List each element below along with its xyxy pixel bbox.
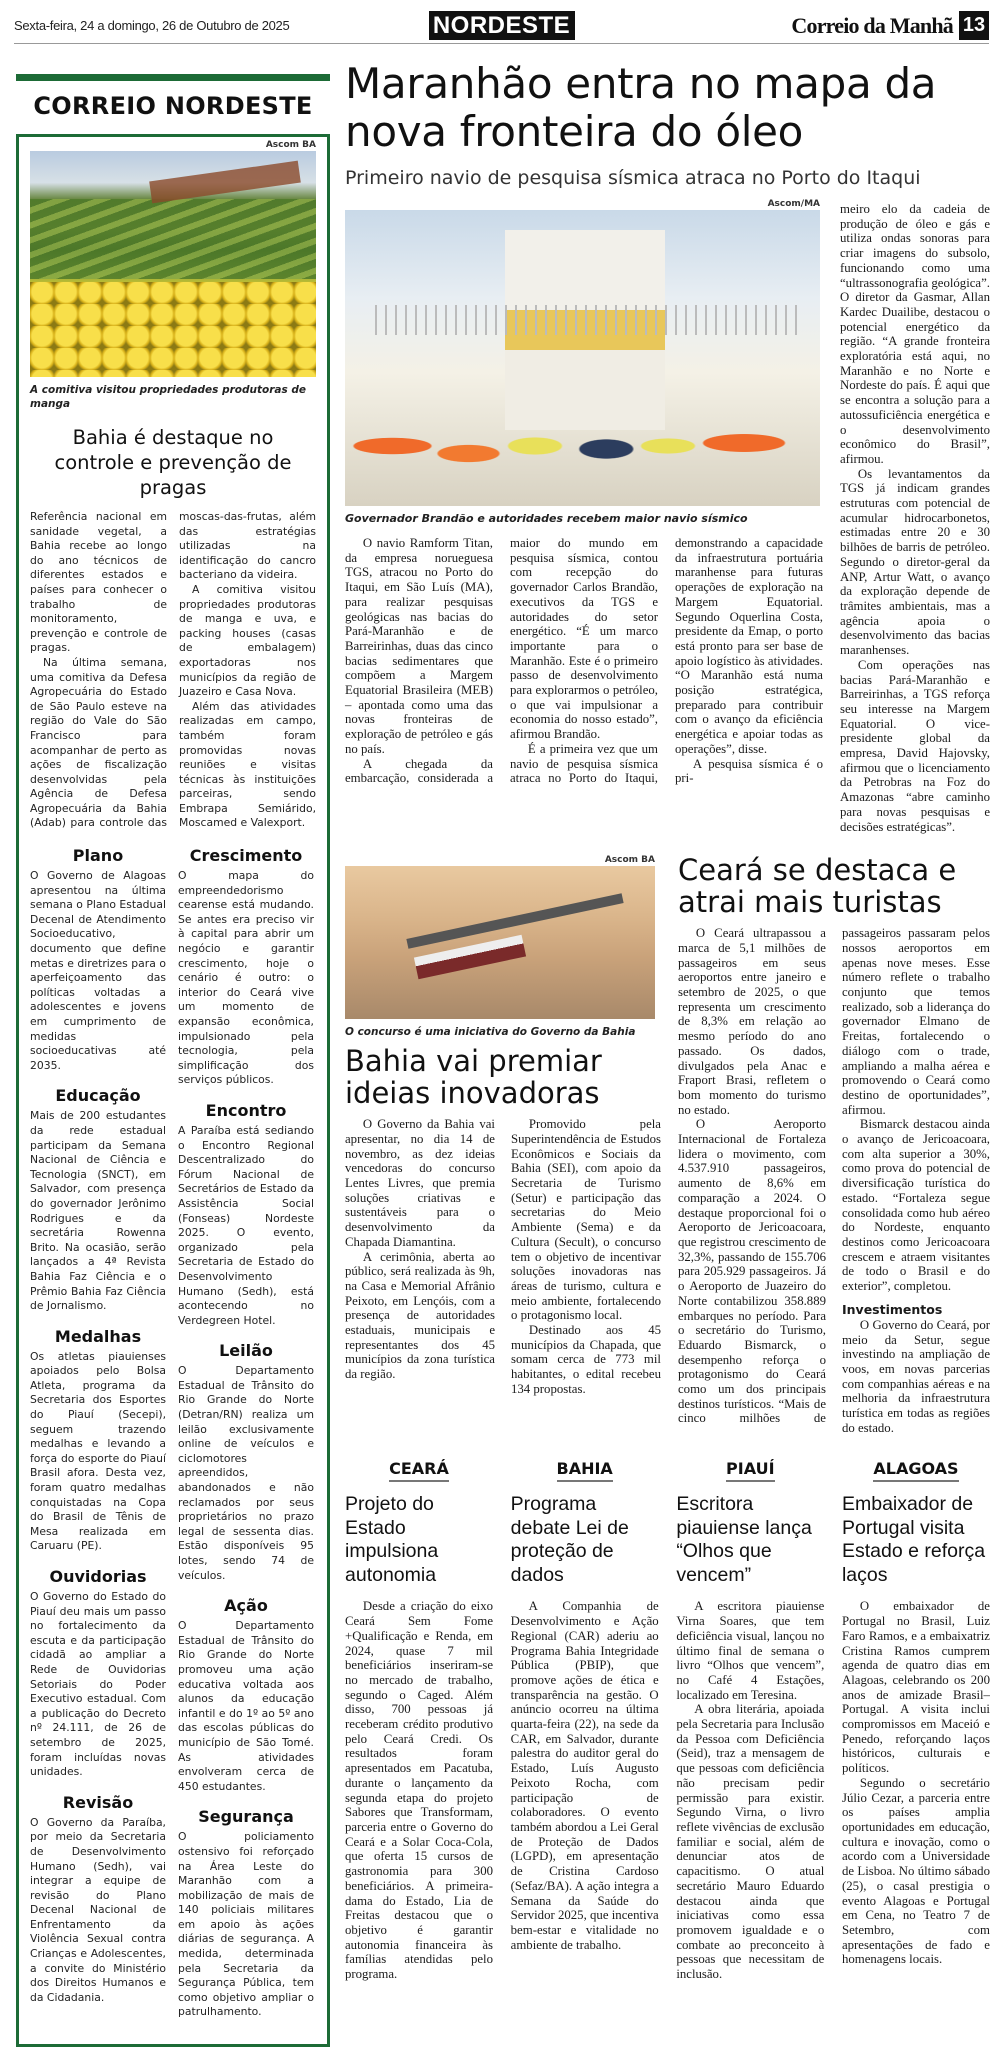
news-brief [178,1806,314,2020]
bahia-headline: Bahia vai premiar ideias inovadoras [345,1044,602,1111]
brief-text: O policiamento ostensivo foi reforçado na Área Leste do Maranhão com a mobilização de mais de 140 policiais militares em apoio às ações diárias de segurança. A medida, determinada pela Secretaria da Segurança Pública, tem como objetivo ampliar o patrulhamento. [178,1830,314,2019]
paragraph: O navio Ramform Titan, da empresa norueguesa TGS, atracou no Porto do Itaqui, em São Luís (MA), para realizar pesquisas geológicas nas bacias do Pará-Maranhão e de Barreirinhas, duas das cinco bacias sedimentares que compõem a Margem Equatorial Brasileira (MEB) – apontada como uma das novas fronteiras de exploração de petróleo e gás no país. [345,536,493,756]
brief-ceara [345,1459,493,1981]
briefs-left [30,845,166,2032]
paragraph: Desde a criação do eixo Ceará Sem Fome +Qualificação e Renda, em 2024, quase 7 mil beneficiários inseriram-se no mercado de trabalho, segundo o Caged. Além disso, 700 pessoas já receberam crédito produtivo pelo Ceará Credi. Os resultados foram apresentados em Pacatuba, durante o lançamento da segunda etapa do projeto Sabores que Transformam, parceria entre o Governo do Ceará e a Solar Coca-Cola, que oferta 15 cursos de gastronomia para 300 beneficiários. A primeira-dama do Estado, Lia de Freitas destacou que o objetivo é garantir autonomia financeira às famílias atendidas pelo programa. [345,1599,493,1982]
paragraph: Bismarck destacou ainda o avanço de Jericoacoara, com alta superior a 30%, como prova do potencial de diversificação turística do estado. “Fortaleza segue consolidada como hub aéreo do Nordeste, enquanto destinos como Jericoacoara crescem e atraem visitantes de todo o Brasil e do exterior”, completou. [842,1117,990,1294]
bahia-article-body [345,1117,661,1396]
photo-caption: A comitiva visitou propriedades produtoras de manga [30,384,307,410]
brief-text: O Governo do Estado do Piauí deu mais um passo no fortalecimento da escuta e da participação cidadã ao ampliar a Rede de Ouvidorias Setoriais do Poder Executivo estadual. Com a publicação do Decreto nº 24.111, de 26 de setembro de 2025, foram incluídas novas unidades. [30,1590,166,1779]
paragraph: O Governo da Bahia vai apresentar, no dia 14 de novembro, as dez ideias vencedoras do concurso Lentes Livres, que premia soluções criativas e sustentáveis para o desenvolvimento da Chapada Diamantina. [345,1117,495,1249]
secondary-stories [345,854,990,1435]
paragraph: Promovido pela Superintendência de Estudos Econômicos e Sociais da Bahia (SEI), com apoio da Secretaria de Turismo (Setur) e participação das secretarias do Meio Ambiente (Sema) e da Cultura (Secult), o concurso tem o objetivo de incentivar soluções inovadoras nas áreas de turismo, cultura e meio ambiente, fortalecendo o protagonismo local. [511,1117,661,1323]
photo-caption: O concurso é uma iniciativa do Governo da Bahia [345,1026,636,1039]
paragraph: Com operações nas bacias Pará-Maranhão e Barreirinhas, a TGS reforça seu interesse na Margem Equatorial. O vice-presidente global da empresa, David Hajovsky, afirmou que o licenciamento da Petrobras na Foz do Amazonas “abre caminho para novas pesquisas e decisões estratégicas”. [840,657,990,834]
paragraph: Na última semana, uma comitiva da Defesa Agropecuária do Estado de São Paulo esteve na região do Vale do São Francisco para acompanhar de perto as ações de fiscalização desenvolvidas pela Agência de Defesa Agropecuária da Bahia (Adab) para controle das moscas-das-frutas, além das estratégias utilizadas na identificação do cancro bacteriano da videira. [30,510,316,830]
section-label: NORDESTE [429,11,575,40]
brief-body [345,1599,493,1981]
brief-text: O Departamento Estadual de Trânsito do Rio Grande do Norte promoveu uma ação educativa voltada aos alunos da educação infantil e do 1º ao 5º ano das escolas públicas do município de São Tomé. As atividades envolveram cerca de 450 estudantes. [178,1619,314,1793]
main-article-paragraphs [840,202,990,834]
paragraph: A pesquisa sísmica é o pri- [675,756,823,786]
paragraph: É a primeira vez que um navio de pesquisa sísmica atraca no Porto do Itaqui, demonstrando a capacidade da infraestrutura portuária maranhense para futuras operações de exploração na Margem Equatorial. Segundo Oquerlina Costa, presidente da Emap, o porto está pronto para ser base de apoio logístico às atividades. “O Maranhão está numa posição estratégica, preparado para contribuir com o avanço da eficiência energética e apoiar todas as operações”, disse. [510,536,823,786]
column-accent-bar [16,74,330,81]
state-label: BAHIA [557,1459,613,1482]
newspaper-logo: Correio da Manhã [791,12,953,38]
paragraph: Além das atividades realizadas em campo, também foram promovidas novas reuniões e visitas técnicas às instituições parceiras, sendo Embrapa Semiárido, Moscamed e Valexport. [179,699,316,830]
column-frame [16,134,330,2047]
news-brief [30,1566,166,1780]
state-label: CEARÁ [389,1459,449,1482]
paragraph: Os levantamentos da TGS já indicam grandes estruturas com potencial de acumular hidrocarbonetos, estimadas entre 20 e 30 bilhões de barris de petróleo. Segundo o diretor-geral da ANP, Artur Watt, o avanço da exploração depende de trâmites ambientais, mas a agência apoia o desenvolvimento das bacias maranhenses. [840,466,990,658]
photo-caption: Governador Brandão e autoridades recebem maior navio sísmico [345,512,748,525]
bahia-story [345,854,661,1396]
state-label: ALAGOAS [873,1459,958,1482]
ceara-paragraphs-2 [842,1318,990,1436]
brief-title: Revisão [62,1792,134,1812]
paragraph: A chegada da embarcação, considerada a maior do mundo em pesquisa sísmica, contou com recepção do governador Carlos Brandão, executivos da TGS e autoridades do setor energético. “É um marco importante para o Maranhão. Este é o primeiro passo de desenvolvimento para explorarmos o petróleo, o que vai impulsionar a economia do nosso estado”, afirmou Brandão. [345,536,658,786]
ceara-article-body [678,926,990,1435]
paragraph: O Aeroporto Internacional de Fortaleza lidera o movimento, com 4.537.910 passageiros, aumento de 8,6% em comparação a 2024. O destaque proporcional foi o Aeroporto de Jericoacoara, que registrou crescimento de 32,3%, passando de 155.706 para 205.929 passageiros. Já o Aeroporto de Juazeiro do Norte contabilizou 358.889 embarques no período. Para o secretário do Turismo, Eduardo Bismarck, o desempenho reforça o protagonismo do Ceará como um dos principais destinos turísticos. “Mais de cinco milhões de passageiros passaram pelos nossos aeroportos em apenas nove meses. Esse número reflete o trabalho conjunto que temos realizado, sob a liderança do governador Elmano de Freitas, fortalecendo o diálogo com o trade, ampliando a malha aérea e promovendo o Ceará como destino de oportunidades”, afirmou. [678,926,990,1426]
column-title: CORREIO NORDESTE [33,92,313,120]
paragraph: Destinado aos 45 municípios da Chapada, que somam cerca de 773 mil habitantes, o edital recebeu 134 propostas. [511,1323,661,1396]
paragraph: meiro elo da cadeia de produção de óleo e gás e utiliza ondas sonoras para criar imagens do subsolo, funcionando como uma “ultrassonografia geológica”. O diretor da Gasmar, Allan Kardec Duailibe, destacou o potencial energético da região. “A grande fronteira exploratória está aqui, no Maranhão e no Norte e Nordeste do país. É aqui que se encontra a solução para a autossuficiência energética e o desenvolvimento econômico do Brasil”, afirmou. [840,202,990,466]
brief-body [676,1599,824,1981]
paragraph: O embaixador de Portugal no Brasil, Luiz Faro Ramos, e a embaixatriz Cristina Ramos cumprem agenda de quatro dias em Alagoas, celebrando os 200 anos de amizade Brasil–Portugal. A visita inclui compromissos em Maceió e Penedo, reforçando laços históricos, culturais e políticos. [841,1599,990,1776]
brief-title: Leilão [219,1341,273,1361]
main-content [345,60,990,1982]
paragraph: A cerimônia, aberta ao público, será realizada às 9h, na Casa e Memorial Afrânio Peixoto, em Lençóis, com a presença de autoridades estaduais, municipais e representantes dos 45 municípios da zona turística da região. [345,1249,495,1382]
news-brief [178,1100,314,1328]
state-briefs [345,1459,990,1981]
paragraph: Referência nacional em sanidade vegetal, a Bahia recebe ao longo do ano técnicos de diferentes estados e países para conhecer o trabalho de monitoramento, prevenção e controle de pragas. [30,510,167,655]
brief-title: Ouvidorias [49,1567,147,1586]
brief-headline: Embaixador de Portugal visita Estado e reforça laços [841,1493,986,1586]
paragraph: A escritora piauiense Virna Soares, que tem deficiência visual, lançou no último final de semana o livro “Olhos que vencem”, no Café 4 Estações, localizado em Teresina. [676,1599,825,1702]
mango-photo [30,151,316,377]
photo-credit: Ascom/MA [767,199,820,209]
brief-title: Plano [72,846,124,866]
briefs-right [178,845,314,2032]
brief-bahia [511,1459,659,1952]
news-brief [178,845,314,1088]
news-brief [30,845,166,1073]
brief-title: Medalhas [54,1326,142,1346]
masthead [659,11,989,40]
news-brief [30,1792,166,2006]
paragraph: O Governo do Ceará, por meio da Setur, segue investindo na ampliação de voos, em novas parcerias com companhias aéreas e na melhoria da infraestrutura turística em todas as regiões do estado. [842,1317,990,1435]
brief-title: Crescimento [189,846,303,866]
photo-credit: Ascom BA [265,140,316,150]
state-label: PIAUÍ [726,1459,775,1482]
ship-photo [345,210,820,506]
issue-date: Sexta-feira, 24 a domingo, 26 de Outubro de 2025 [14,18,290,33]
paragraph: Segundo o secretário Júlio Cezar, a parceria entre os países amplia oportunidades em educação, cultura e inovação, como o acordo com a Universidade de Lisboa. No último sábado (25), o casal prestigia o evento Alagoas e Portugal em Cena, no Teatro 7 de Setembro, com apresentações de fado e homenagens locais. [841,1775,990,1967]
paragraph: A Companhia de Desenvolvimento e Ação Regional (CAR) aderiu ao Programa Bahia Integridade Pública (PBIP), que promove ações de ética e transparência na gestão. O anúncio ocorreu na última quarta-feira (22), na sede da CAR, em Salvador, durante palestra do auditor geral do Estado, Luís Augusto Peixoto Rocha, com participação de colaboradores. O evento também abordou a Lei Geral de Proteção de Dados (LGPD), em apresentação de Cristina Cardoso (Sefaz/BA). A ação integra a Semana da Saúde do Servidor 2025, que incentiva bem-estar e vitalidade no ambiente de trabalho. [510,1599,659,1952]
ceara-subhead: Investimentos [842,1301,943,1317]
brief-body [842,1599,990,1967]
brief-text: Mais de 200 estudantes da rede estadual participam da Semana Nacional de Ciência e Tecnologia (SNCT), em Salvador, com presença do governador Jerônimo Rodrigues e da secretária Rowenna Brito. Na ocasião, serão lançados a 4ª Revista Bahia Faz Ciência e o Prêmio Bahia Faz Ciência de Jornalismo. [30,1109,166,1313]
brief-alagoas [842,1459,990,1967]
news-brief [178,1595,314,1794]
news-brief [30,1085,166,1313]
main-subtitle: Primeiro navio de pesquisa sísmica atraca no Porto do Itaqui [345,167,921,189]
paragraph: A obra literária, apoiada pela Secretaria para Inclusão da Pessoa com Deficiência (Seid), traz a mensagem de que pessoas com deficiência não precisam pedir permissão para existir. Segundo Virna, o livro reflete vivências de exclusão familiar e social, além de denunciar atos de capacitismo. O atual secretário Mauro Eduardo destacou ainda que iniciativas como essa promovem igualdade e o combate ao preconceito à pessoas que necessitam de inclusão. [676,1702,825,1982]
brief-title: Encontro [205,1100,287,1120]
ceara-story [678,854,990,1435]
brief-text: A Paraíba está sediando o Encontro Regional Descentralizado do Fórum Nacional de Secretários de Estado da Assistência Social (Fonseas) Nordeste 2025. O evento, organizado pela Secretaria de Estado do Desenvolvimento Humano (Sedh), está acontecendo no Verdegreen Hotel. [178,1123,314,1327]
news-brief [178,1340,314,1583]
page-number: 13 [959,11,989,40]
paragraph: O Ceará ultrapassou a marca de 5,1 milhões de passageiros em seus aeroportos entre janeiro e setembro de 2025, o que representa um crescimento de 8,3% em relação ao mesmo período do ano passado. Os dados, divulgados pela Anac e Fraport Brasi, refletem o bom momento do turismo no estado. [678,926,826,1117]
port-photo [345,866,655,1019]
briefs [30,845,316,2032]
brief-title: Ação [224,1596,268,1616]
brief-piaui [676,1459,824,1981]
main-article-body-continued [840,198,990,834]
main-headline: Maranhão entra no mapa da nova fronteira do óleo [345,59,937,156]
brief-text: O Governo de Alagoas apresentou na última semana o Plano Estadual Decenal de Atendimento Socioeducativo, documento que define metas e diretrizes para o aperfeiçoamento das políticas voltadas a adolescentes e jovens em cumprimento de medidas socioeducativas até 2035. [30,869,166,1072]
brief-title: Educação [55,1086,141,1106]
photo-credit: Ascom BA [604,855,655,866]
main-story [345,198,990,834]
brief-text: Os atletas piauienses apoiados pelo Bolsa Atleta, programa da Secretaria dos Esportes do Piauí (Secepi), seguem trazendo medalhas e levando a força do esporte do Piauí Brasil afora. Desta vez, foram quatro medalhas conquistadas na Copa do Brasil de Tênis de Mesa realizada em Caruaru (PE). [30,1349,166,1553]
main-article-body [345,536,823,786]
news-brief [30,1326,166,1554]
page-header [14,11,989,44]
ceara-headline: Ceará se destaca e atrai mais turistas [678,853,957,920]
brief-headline: Escritora piauiense lança “Olhos que vencem” [676,1493,812,1586]
column-article-body [30,510,316,831]
brief-text: O Governo da Paraíba, por meio da Secretaria de Desenvolvimento Humano (Sedh), vai integrar a equipe de revisão do Plano Decenal Nacional de Enfrentamento da Violência Sexual contra Crianças e Adolescentes, a convite do Ministério dos Direitos Humanos e da Cidadania. [30,1815,166,2004]
brief-text: O Departamento Estadual de Trânsito do Rio Grande do Norte (Detran/RN) realiza um leilão exclusivamente online de veículos e ciclomotores apreendidos, abandonados e não reclamados por seus proprietários no prazo legal de sessenta dias. Estão disponíveis 95 lotes, sendo 74 de veículos. [178,1364,314,1582]
paragraph: A comitiva visitou propriedades produtoras de manga e uva, e packing houses (casas de embalagem) exportadoras nos municípios da região de Juazeiro e Casa Nova. [179,582,316,699]
correio-nordeste-column [16,74,330,2047]
brief-body [511,1599,659,1952]
column-headline: Bahia é destaque no controle e prevenção de pragas [54,426,292,499]
brief-headline: Programa debate Lei de proteção de dados [510,1493,629,1586]
brief-headline: Projeto do Estado impulsiona autonomia [345,1493,439,1586]
main-story-left [345,198,823,786]
brief-text: O mapa do empreendedorismo cearense está mudando. Se antes era preciso vir à capital para abrir um negócio e garantir crescimento, hoje o cenário é outro: o interior do Ceará vive um momento de expansão econômica, impulsionado pela tecnologia, pela simplificação dos serviços públicos. [178,869,314,1087]
brief-title: Segurança [198,1807,294,1827]
